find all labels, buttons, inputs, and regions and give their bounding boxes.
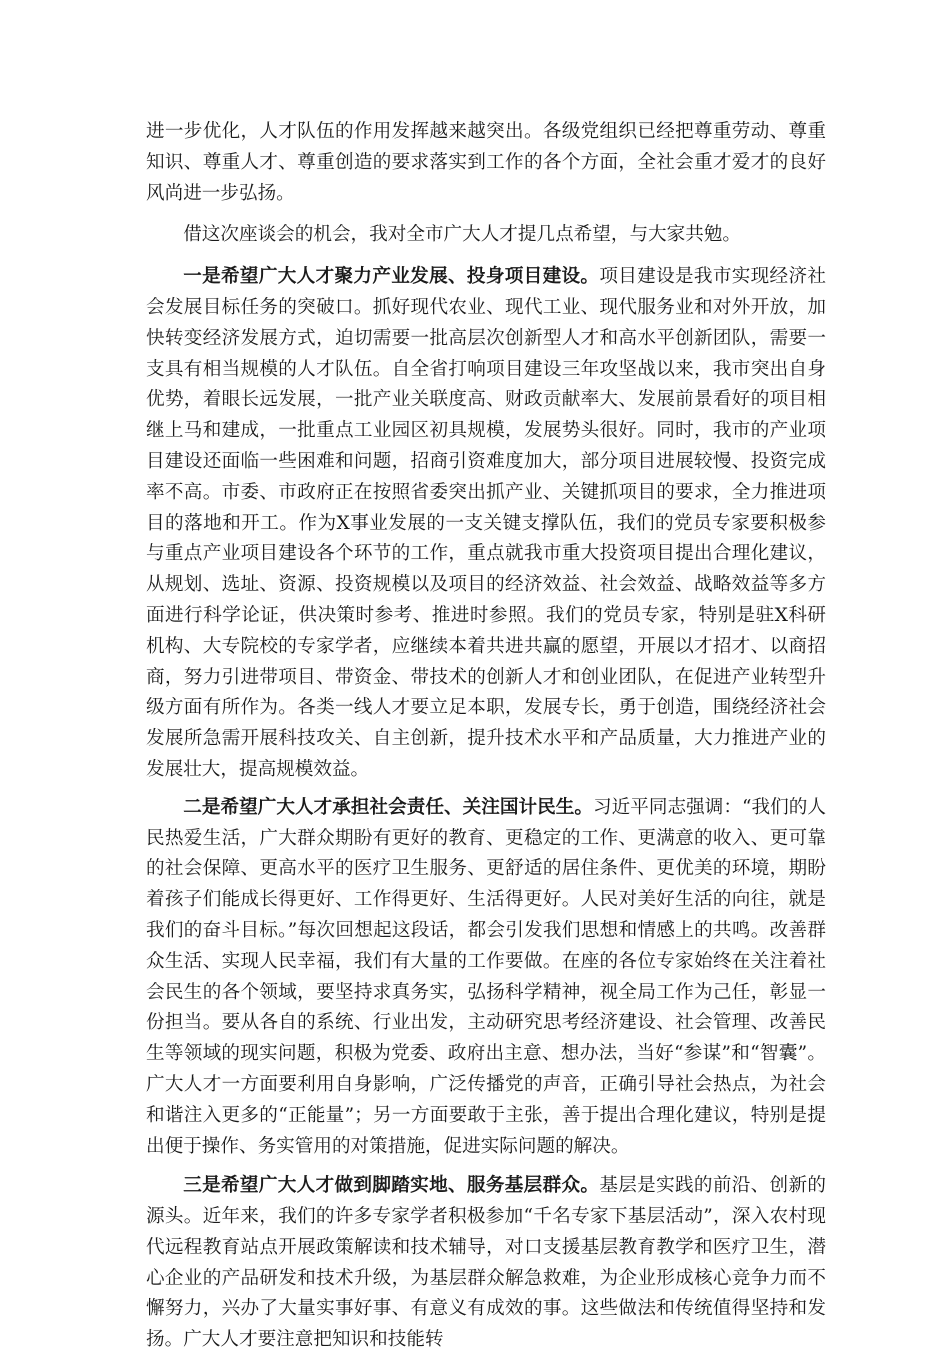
paragraph-hope-two <box>146 793 826 1163</box>
paragraph-opening: 借这次座谈会的机会，我对全市广大人才提几点希望，与大家共勉。 <box>183 224 742 246</box>
paragraph-intro-continuation: 进一步优化，人才队伍的作用发挥越来越突出。各级党组织已经把尊重劳动、尊重知识、尊重人才、尊重创造的要求落实到工作的各个方面，全社会重才爱才的良好风尚进一步弘扬。 <box>146 121 826 204</box>
paragraph-hope-one <box>146 262 826 786</box>
paragraph-body-three: 基层是实践的前沿、创新的源头。近年来，我们的许多专家学者积极参加“千名专家下基层活动”，深入农村现代远程教育站点开展政策解读和技术辅导，对口支援基层教育教学和医疗卫生，潜心企业的产品研发和技术升级，为基层群众解急救难，为企业形成核心竞争力而不懈努力，兴办了大量实事好事、有意义有成效的事。这些做法和传统值得坚持和发扬。广大人才要注意把知识和技能转 <box>146 1175 826 1351</box>
paragraph-heading-three: 三是希望广大人才做到脚踏实地、服务基层群众。 <box>183 1175 600 1197</box>
paragraph-body-two: 习近平同志强调：“我们的人民热爱生活，广大群众期盼有更好的教育、更稳定的工作、更满意的收入、更可靠的社会保障、更高水平的医疗卫生服务、更舒适的居住条件、更优美的环境，期盼着孩子们能成长得更好、工作得更好、生活得更好。人民对美好生活的向往，就是我们的奋斗目标。”每次回想起这段话，都会引发我们思想和情感上的共鸣。改善群众生活、实现人民幸福，我们有大量的工作要做。在座的各位专家始终在关注着社会民生的各个领域，要坚持求真务实，弘扬科学精神，视全局工作为己任，彰显一份担当。要从各自的系统、行业出发，主动研究思考经济建设、社会管理、改善民生等领域的现实问题，积极为党委、政府出主意、想办法，当好“参谋”和“智囊”。广大人才一方面要利用自身影响，广泛传播党的声音，正确引导社会热点，为社会和谐注入更多的“正能量”；另一方面要敢于主张，善于提出合理化建议，特别是提出便于操作、务实管用的对策措施，促进实际问题的解决。 <box>146 796 826 1157</box>
document-page <box>146 117 826 1356</box>
paragraph-body-one: 项目建设是我市实现经济社会发展目标任务的突破口。抓好现代农业、现代工业、现代服务业和对外开放，加快转变经济发展方式，迫切需要一批高层次创新型人才和高水平创新团队，需要一支具有相当规模的人才队伍。自全省打响项目建设三年攻坚战以来，我市突出自身优势，着眼长远发展，一批产业关联度高、财政贡献率大、发展前景看好的项目相继上马和建成，一批重点工业园区初具规模，发展势头很好。同时，我市的产业项目建设还面临一些困难和问题，招商引资难度加大，部分项目进展较慢、投资完成率不高。市委、市政府正在按照省委突出抓产业、关键抓项目的要求，全力推进项目的落地和开工。作为X事业发展的一支关键支撑队伍，我们的党员专家要积极参与重点产业项目建设各个环节的工作，重点就我市重大投资项目提出合理化建议，从规划、选址、资源、投资规模以及项目的经济效益、社会效益、战略效益等多方面进行科学论证，供决策时参考、推进时参照。我们的党员专家，特别是驻X科研机构、大专院校的专家学者，应继续本着共进共赢的愿望，开展以才招才、以商招商，努力引进带项目、带资金、带技术的创新人才和创业团队，在促进产业转型升级方面有所作为。各类一线人才要立足本职，发展专长，勇于创造，围绕经济社会发展所急需开展科技攻关、自主创新，提升技术水平和产品质量，大力推进产业的发展壮大，提高规模效益。 <box>146 266 826 780</box>
paragraph-heading-one: 一是希望广大人才聚力产业发展、投身项目建设。 <box>183 266 600 288</box>
paragraph-hope-three <box>146 1171 826 1356</box>
paragraph-heading-two: 二是希望广大人才承担社会责任、关注国计民生。 <box>183 796 593 818</box>
